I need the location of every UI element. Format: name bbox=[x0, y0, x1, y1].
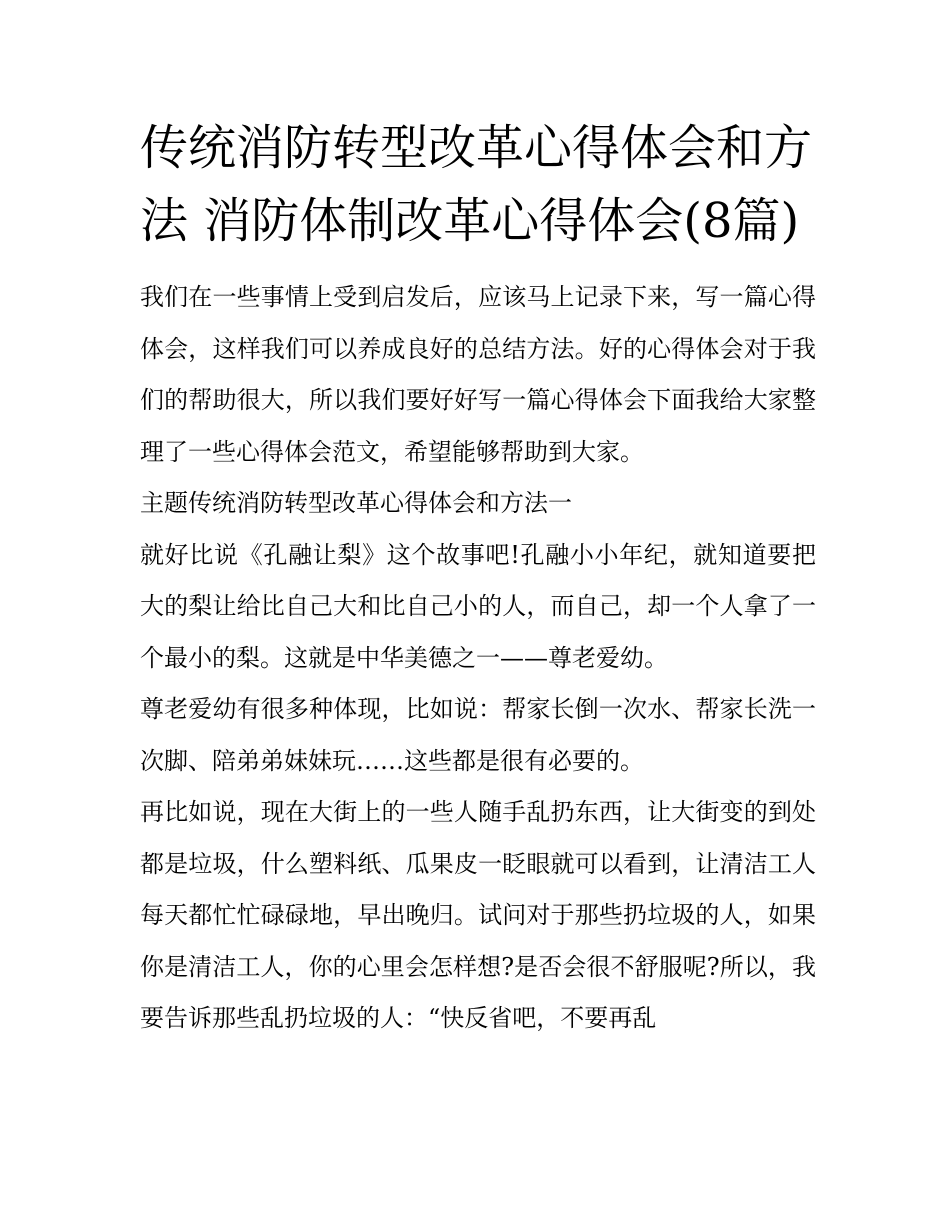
body-paragraph: 再比如说，现在大街上的一些人随手乱扔东西，让大街变的到处都是垃圾，什么塑料纸、瓜果皮一眨眼就可以看到，让清洁工人每天都忙忙碌碌地，早出晚归。试问对于那些扔垃圾的人，如果你是清洁工人，你的心里会怎样想?是否会很不舒服呢?所以，我要告诉那些乱扔垃圾的人：“快反省吧，不要再乱 bbox=[140, 798, 816, 1032]
body-paragraph: 就好比说《孔融让梨》这个故事吧!孔融小小年纪，就知道要把大的梨让给比自己大和比自己小的人，而自己，却一个人拿了一个最小的梨。这就是中华美德之一——尊老爱幼。 bbox=[140, 540, 816, 672]
document-body bbox=[140, 112, 816, 1045]
section-heading: 主题传统消防转型改革心得体会和方法一 bbox=[140, 489, 572, 517]
intro-paragraph: 我们在一些事情上受到启发后，应该马上记录下来，写一篇心得体会，这样我们可以养成良好的总结方法。好的心得体会对于我们的帮助很大，所以我们要好好写一篇心得体会下面我给大家整理了一些心得体会范文，希望能够帮助到大家。 bbox=[140, 283, 816, 466]
document-title: 传统消防转型改革心得体会和方法 消防体制改革心得体会(8篇) bbox=[140, 120, 813, 249]
body-paragraph: 尊老爱幼有很多种体现，比如说：帮家长倒一次水、帮家长洗一次脚、陪弟弟妹妹玩……这些都是很有必要的。 bbox=[140, 695, 816, 775]
